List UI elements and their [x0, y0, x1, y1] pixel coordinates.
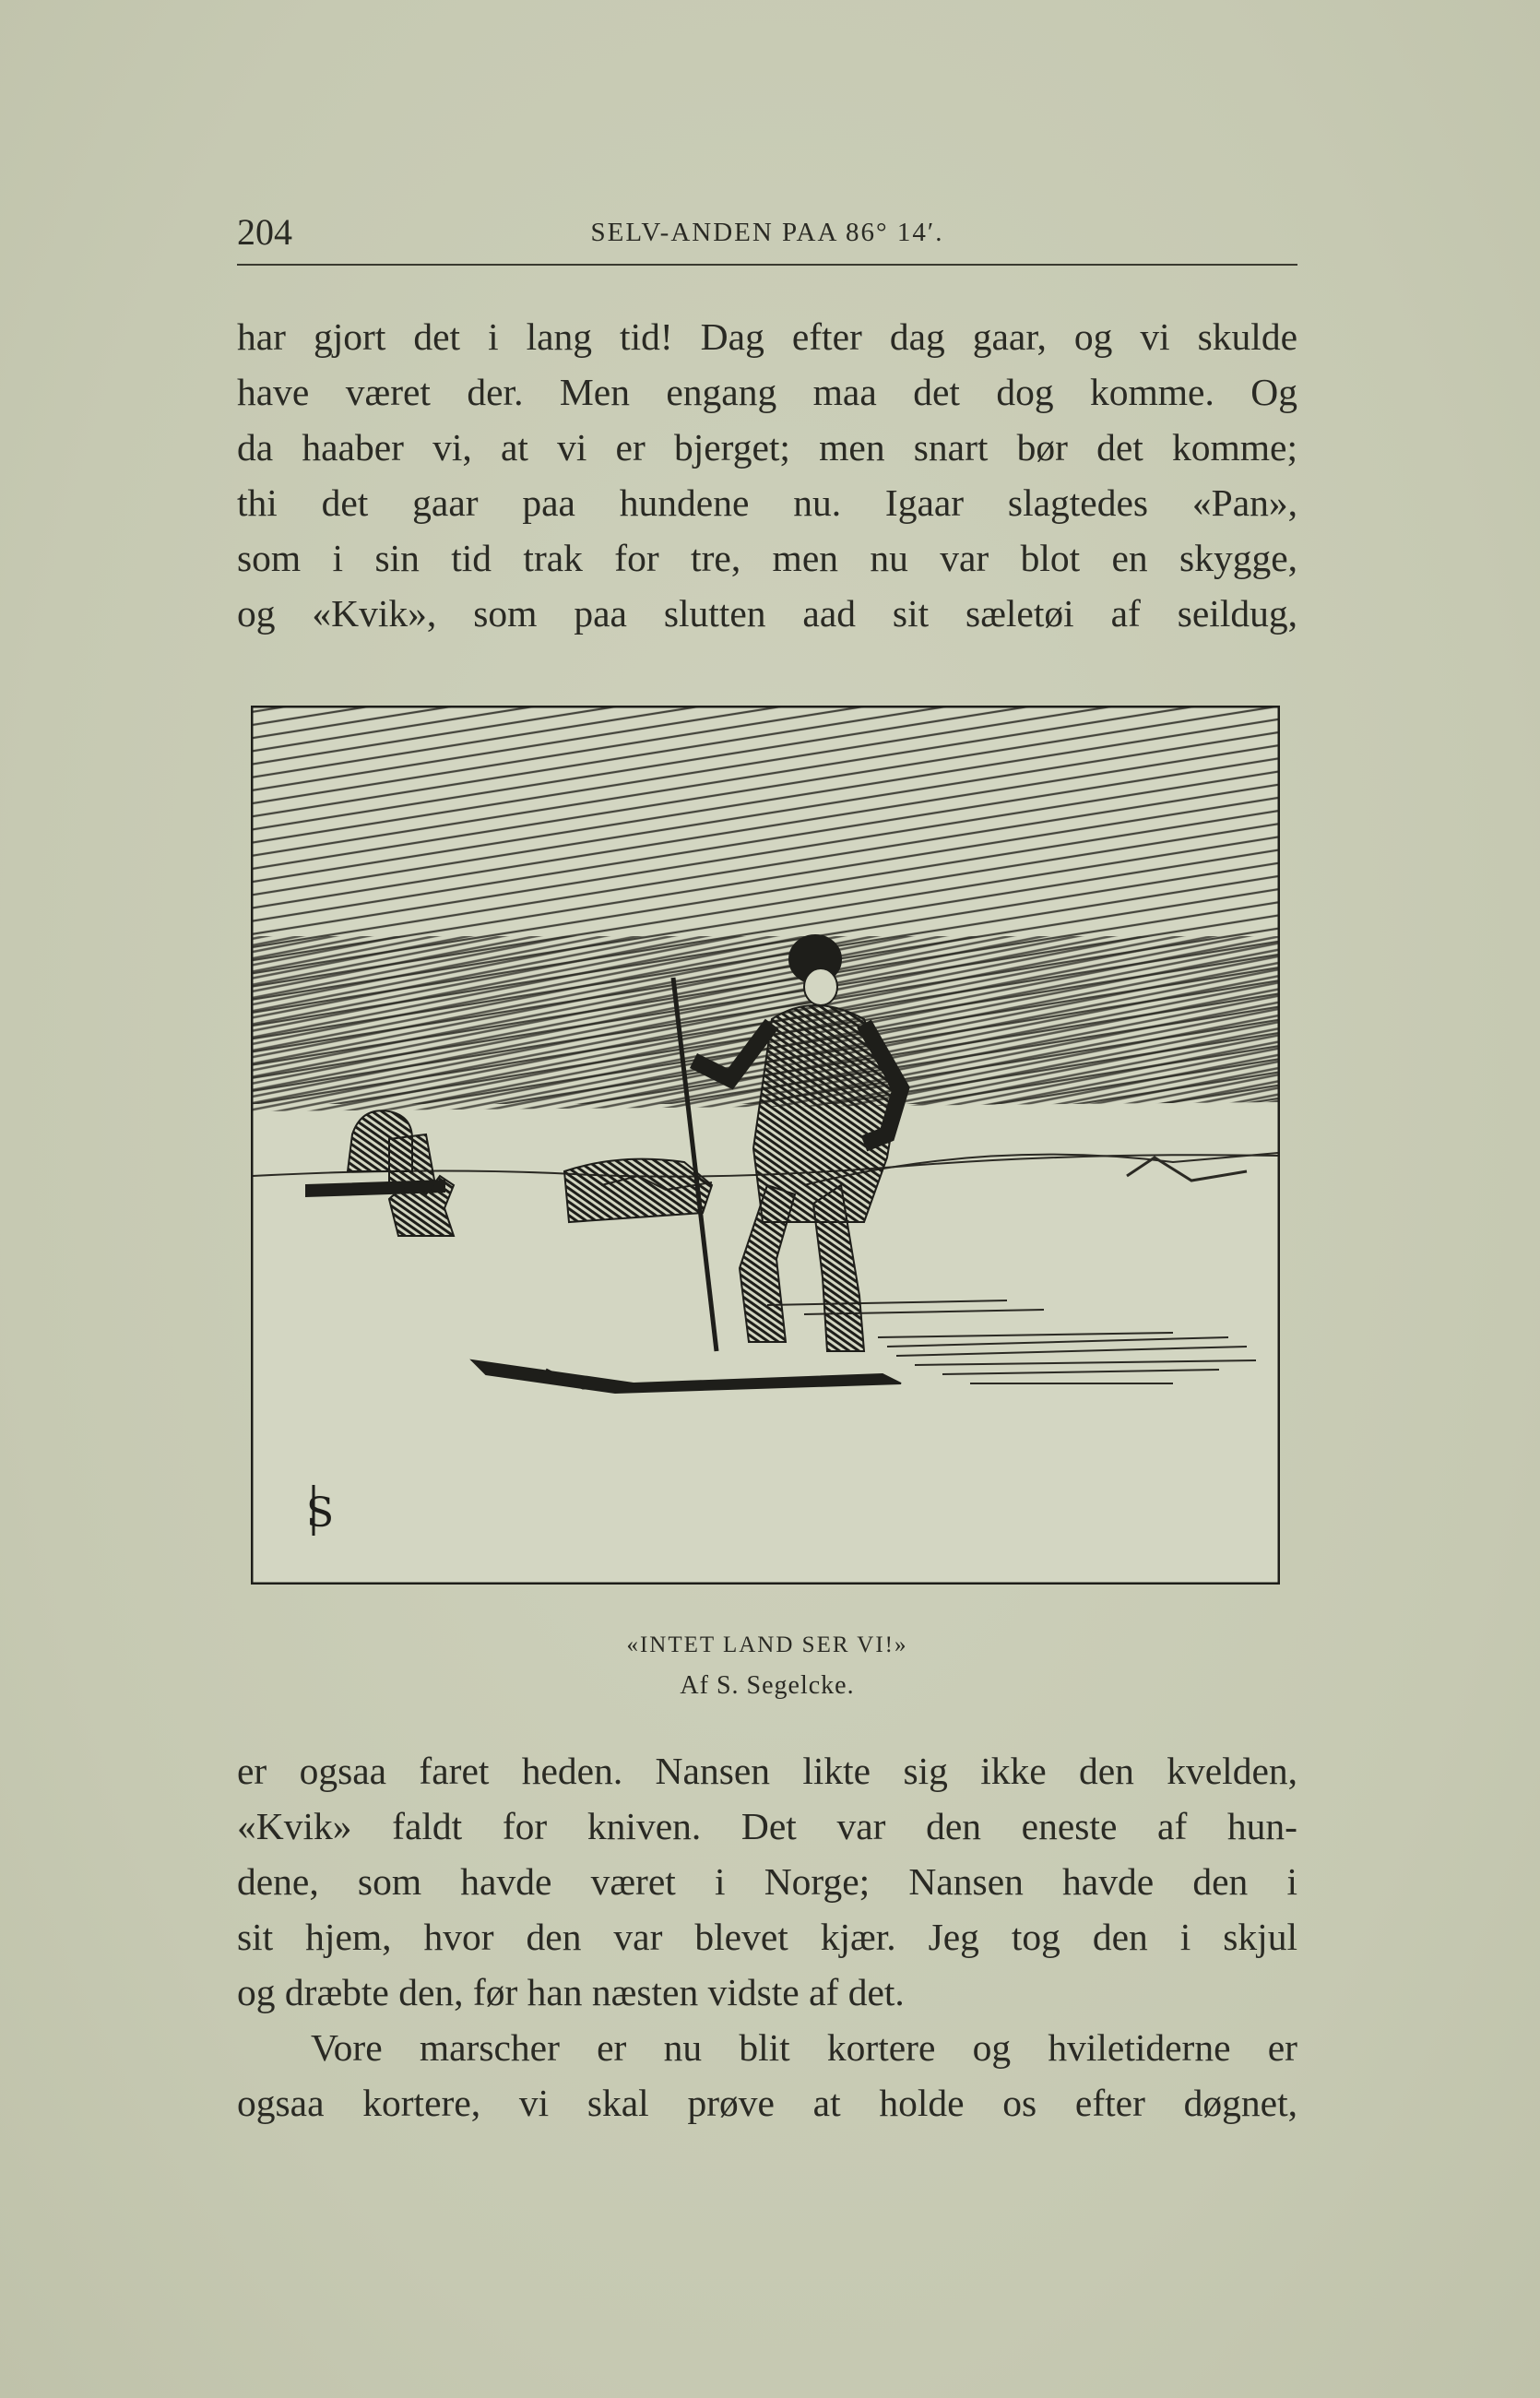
text-line: har gjort det i lang tid! Dag efter dag gaar, og vi skulde	[237, 315, 1297, 358]
text-line: og «Kvik», som paa slutten aad sit sæletøi af seildug,	[237, 592, 1297, 635]
paragraph-top	[237, 309, 1297, 641]
figure-credit: Af S. Segelcke.	[680, 1671, 855, 1700]
text-line: Vore marscher er nu blit kortere og hviletiderne er	[311, 2026, 1297, 2069]
paragraph-bottom	[237, 1743, 1297, 2020]
text-line: thi det gaar paa hundene nu. Igaar slagtedes «Pan»,	[237, 481, 1297, 524]
running-title: SELV-ANDEN PAA 86° 14′.	[590, 218, 944, 247]
header-rule	[237, 264, 1297, 266]
text-line: dene, som havde været i Norge; Nansen havde den i	[237, 1860, 1297, 1903]
text-line: og dræbte den, før han næsten vidste af det.	[237, 1971, 905, 2013]
page-header	[237, 205, 1297, 260]
text-line: «Kvik» faldt for kniven. Det var den eneste af hun-	[237, 1805, 1297, 1847]
paragraph-last	[237, 2020, 1297, 2131]
artist-monogram: S	[306, 1490, 335, 1537]
page-number: 204	[237, 211, 292, 253]
text-line: da haaber vi, at vi er bjerget; men snart bør det komme;	[237, 426, 1297, 469]
figure-caption: «INTET LAND SER VI!»	[626, 1632, 908, 1657]
text-line: som i sin tid trak for tre, men nu var blot en skygge,	[237, 537, 1297, 579]
illustration-drawing	[251, 706, 1280, 1585]
text-line: er ogsaa faret heden. Nansen likte sig ikke den kvelden,	[237, 1750, 1297, 1792]
text-line: have været der. Men engang maa det dog komme. Og	[237, 371, 1297, 413]
text-line: ogsaa kortere, vi skal prøve at holde os efter døgnet,	[237, 2082, 1297, 2124]
illustration-polar-skier	[251, 706, 1280, 1585]
text-line: sit hjem, hvor den var blevet kjær. Jeg tog den i skjul	[237, 1916, 1297, 1958]
